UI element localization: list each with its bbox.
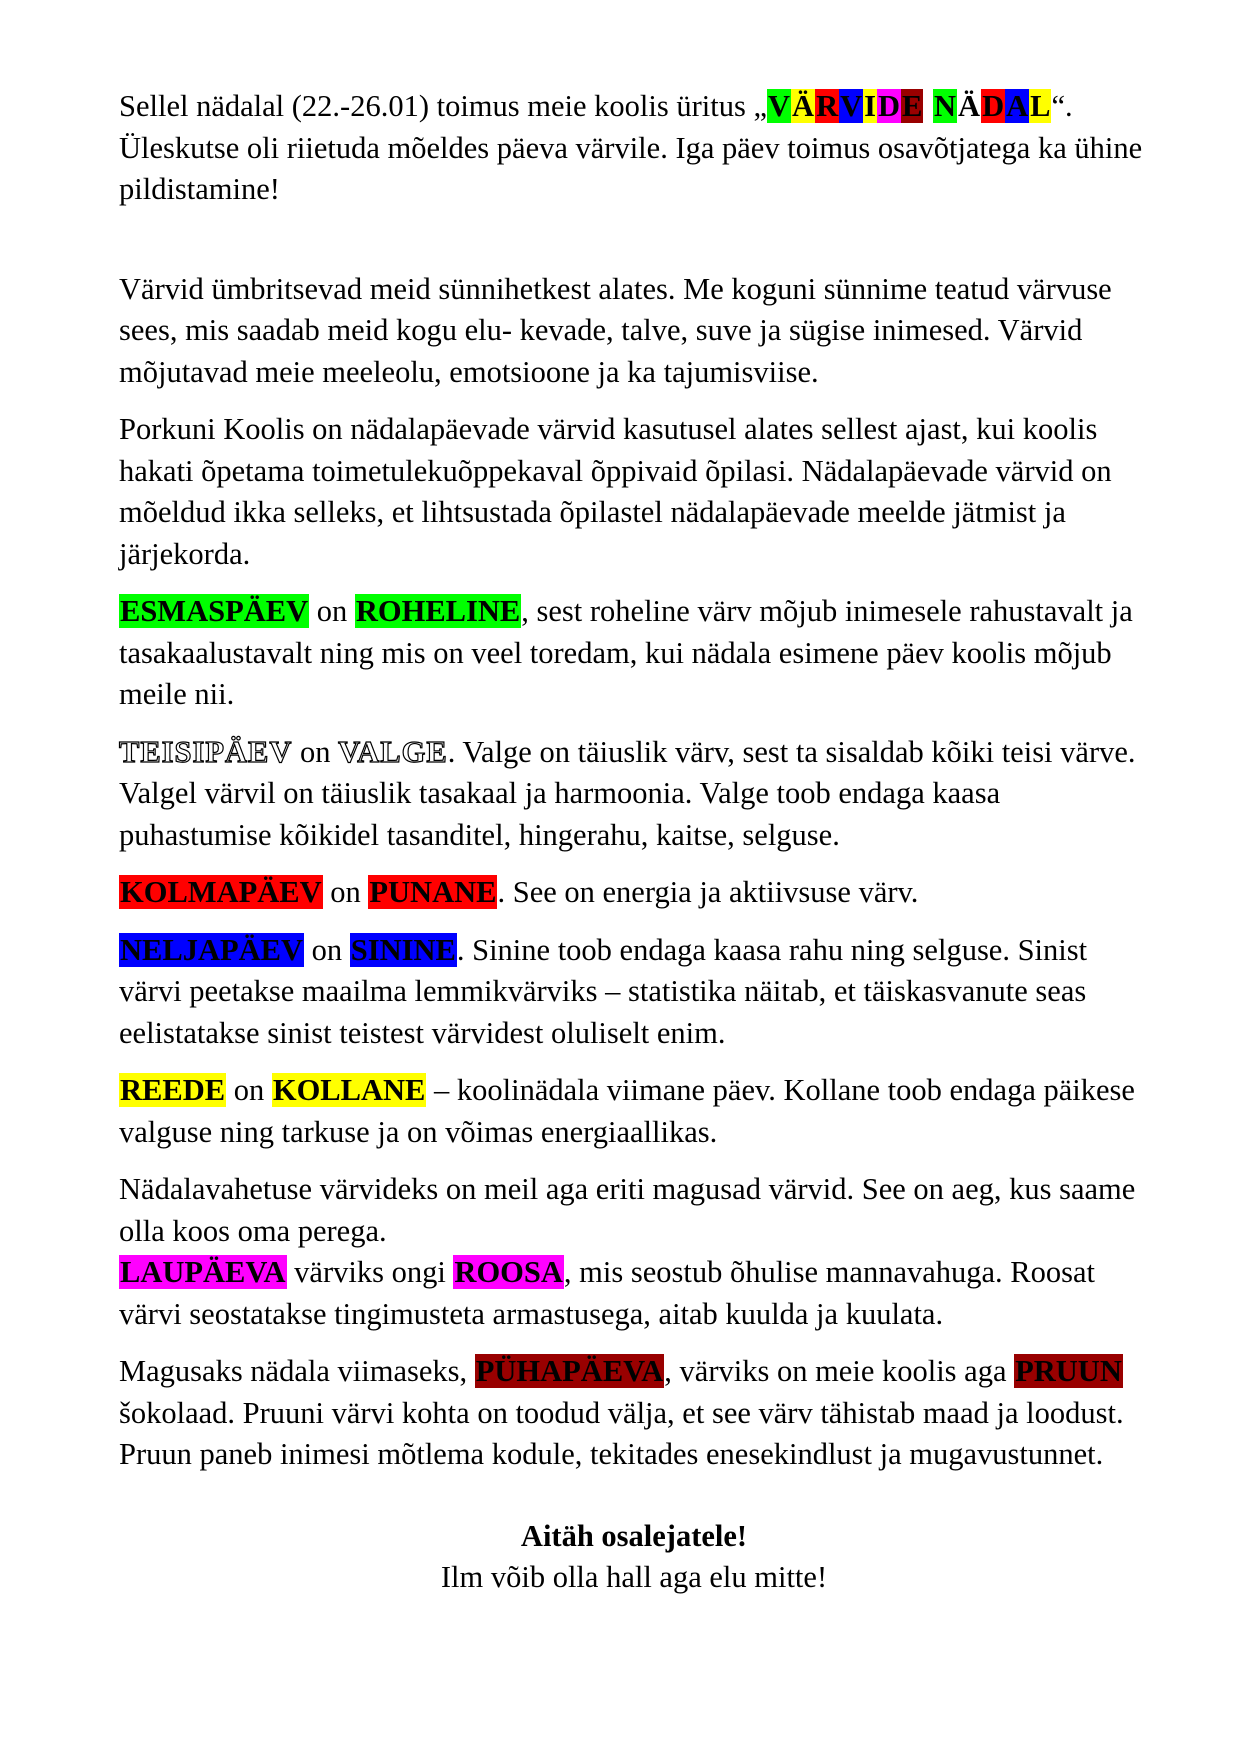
title-letter: D bbox=[982, 89, 1005, 123]
saturday-text: , mis seostub õhulise mannavahuga. Roosat värvi seostatakse tingimusteta armastusega, aitab kuulda ja kuulata. bbox=[119, 1255, 1096, 1331]
sunday-mid: , värviks on meie koolis aga bbox=[664, 1354, 1015, 1388]
monday-paragraph bbox=[119, 591, 1149, 716]
thursday-text: . Sinine toob endaga kaasa rahu ning selguse. Sinist värvi peetakse maailma lemmikvärviks – statistika näitab, et täiskasvanute seas eelistatakse sinist teistest värvidest oluliselt enim. bbox=[119, 932, 1088, 1050]
sunday-color-label: PRUUN bbox=[1015, 1354, 1122, 1388]
document-page bbox=[119, 86, 1149, 1599]
title-letter: A bbox=[1006, 89, 1029, 123]
colors-paragraph: Värvid ümbritsevad meid sünnihetkest alates. Me koguni sünnime teatud värvuse sees, mis saadab meid kogu elu- kevade, talve, suve ja sügise inimesed. Värvid mõjutavad meie meeleolu, emotsioone ja ka tajumisviise. bbox=[119, 271, 1112, 389]
event-title bbox=[767, 89, 1051, 123]
monday-day-label: ESMASPÄEV bbox=[120, 594, 309, 628]
monday-color-label: ROHELINE bbox=[355, 594, 521, 628]
title-letter: Ä bbox=[958, 89, 981, 123]
friday-day-label: REEDE bbox=[120, 1073, 226, 1107]
tuesday-paragraph bbox=[119, 732, 1149, 857]
motto-line: Ilm võib olla hall aga elu mitte! bbox=[440, 1560, 828, 1594]
friday-text: – koolinädala viimane päev. Kollane toob endaga päikese valguse ning tarkuse ja on võimas energiaallikas. bbox=[119, 1073, 1135, 1149]
title-letter bbox=[923, 89, 933, 123]
saturday-mid: värviks ongi bbox=[286, 1255, 454, 1289]
title-letter: D bbox=[878, 89, 901, 123]
title-letter: Ä bbox=[792, 89, 815, 123]
tuesday-text: . Valge on täiuslik värv, sest ta sisaldab kõiki teisi värve. Valgel värvil on täiuslik tasakaal ja harmoonia. Valge toob endaga kaasa puhastumise kõikidel tasanditel, hingerahu, kaitse, selguse. bbox=[119, 734, 1136, 852]
saturday-color-label: ROOSA bbox=[454, 1255, 563, 1289]
friday-paragraph bbox=[119, 1070, 1149, 1153]
wednesday-color-label: PUNANE bbox=[369, 875, 497, 909]
thursday-on: on bbox=[304, 932, 350, 967]
title-letter: N bbox=[934, 89, 957, 123]
wednesday-text: . See on energia ja aktiivsuse värv. bbox=[497, 875, 919, 909]
wednesday-paragraph bbox=[119, 872, 1149, 914]
title-letter: I bbox=[864, 89, 877, 123]
weekend-intro: Nädalavahetuse värvideks on meil aga eriti magusad värvid. See on aeg, kus saame olla koos oma perega. bbox=[119, 1172, 1136, 1248]
tuesday-day-label: TEISIPÄEV bbox=[119, 734, 293, 769]
thanks-line: Aitäh osalejatele! bbox=[520, 1518, 748, 1553]
wednesday-on: on bbox=[322, 875, 369, 909]
tuesday-color-label: VALGE bbox=[338, 734, 448, 769]
monday-text: , sest roheline värv mõjub inimesele rahustavalt ja tasakaalustavalt ning mis on veel toredam, kui nädala esimene päev koolis mõjub meile nii. bbox=[119, 594, 1133, 711]
sunday-pre: Magusaks nädala viimaseks, bbox=[119, 1354, 475, 1388]
thursday-paragraph bbox=[119, 930, 1149, 1055]
friday-color-label: KOLLANE bbox=[272, 1073, 426, 1107]
monday-on: on bbox=[309, 594, 355, 628]
intro-text-start: Sellel nädalal (22.-26.01) toimus meie koolis üritus „ bbox=[119, 89, 768, 123]
school-paragraph: Porkuni Koolis on nädalapäevade värvid kasutusel alates sellest ajast, kui koolis hakati õpetama toimetulekuõppekaval õppivaid õpilasi. Nädalapäevade värvid on mõeldud ikka selleks, et lihtsustada õpilastel nädalapäevade meelde jätmist ja järjekorda. bbox=[119, 412, 1112, 571]
title-letter: V bbox=[840, 89, 863, 123]
title-letter: R bbox=[816, 89, 839, 123]
sunday-text: šokolaad. Pruuni värvi kohta on toodud välja, et see värv tähistab maad ja loodust. Pruun paneb inimesi mõtlema kodule, tekitades enesekindlust ja mugavustunnet. bbox=[119, 1395, 1124, 1471]
weekend-paragraph bbox=[119, 1169, 1149, 1335]
thursday-day-label: NELJAPÄEV bbox=[120, 932, 304, 967]
thursday-color-label: SININE bbox=[350, 932, 456, 967]
title-letter: V bbox=[768, 89, 791, 123]
wednesday-day-label: KOLMAPÄEV bbox=[120, 875, 322, 909]
sunday-paragraph bbox=[119, 1351, 1149, 1476]
intro-paragraph bbox=[119, 86, 1149, 211]
saturday-day-label: LAUPÄEVA bbox=[120, 1255, 286, 1289]
intro-text-end: “. Üleskutse oli riietuda mõeldes päeva värvile. Iga päev toimus osavõtjatega ka ühine pildistamine! bbox=[119, 89, 1143, 206]
closing-block bbox=[119, 1516, 1149, 1599]
title-letter: L bbox=[1030, 89, 1051, 123]
tuesday-on: on bbox=[292, 734, 339, 769]
sunday-day-label: PÜHAPÄEVA bbox=[475, 1354, 664, 1388]
friday-on: on bbox=[226, 1073, 272, 1107]
title-letter: E bbox=[902, 89, 923, 123]
